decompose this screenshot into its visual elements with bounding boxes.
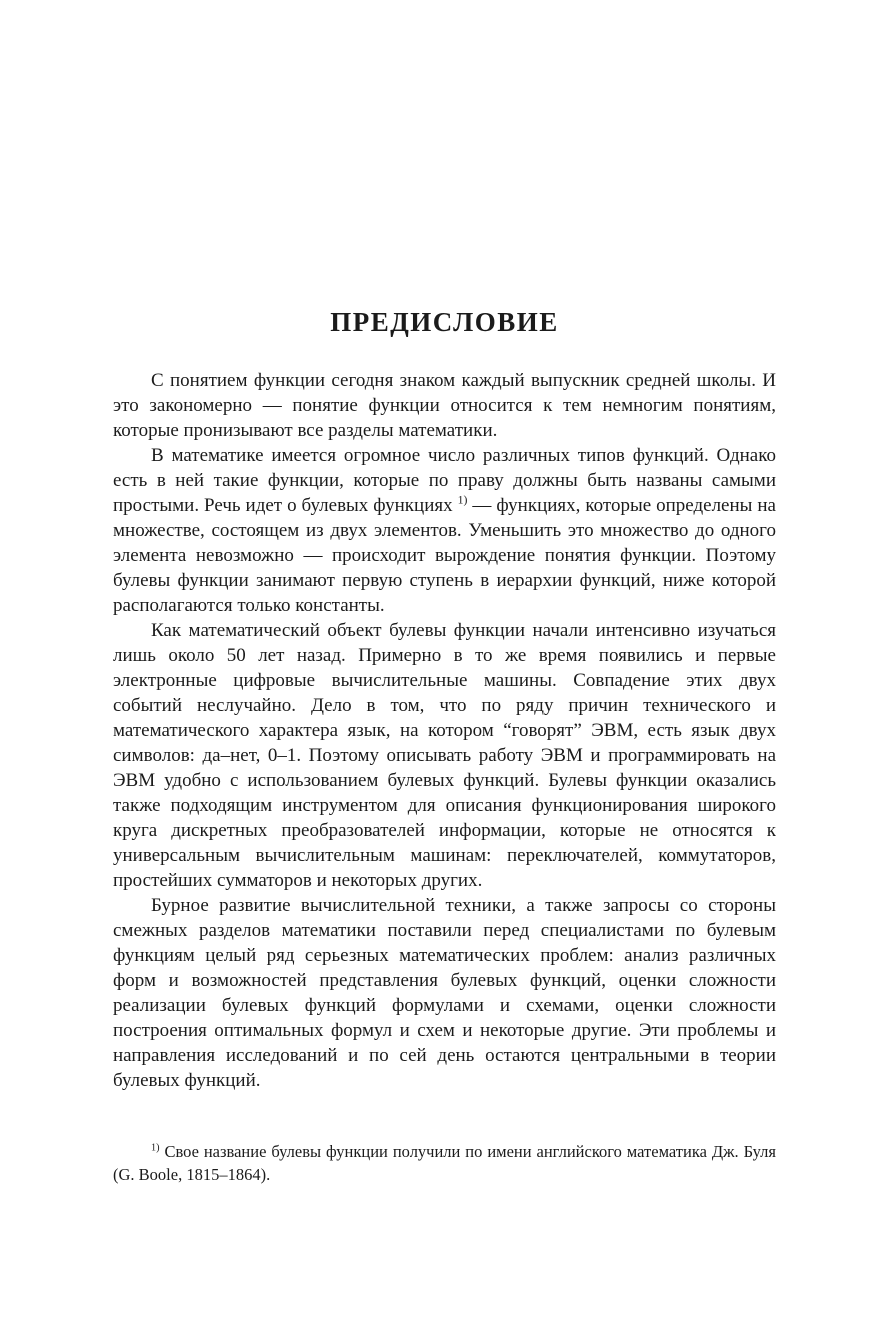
page-title: ПРЕДИСЛОВИЕ [330,307,559,337]
footnote-marker: 1) [151,1142,160,1154]
footnote-text-block [113,1140,776,1186]
paragraph-4: Бурное развитие вычислительной техники, а также запросы со стороны смежных разделов математики поставили перед специалистами по булевым функциям целый ряд серьезных математических проблем: анализ различных форм и возможностей представления булевых функций, оценки сложности реализации булевых функций формулами и схемами, оценки сложности построения оптимальных формул и схем и некоторые другие. Эти проблемы и направления исследований и по сей день остаются центральными в теории булевых функций. [113,895,776,1091]
paragraph-2-text-after-footnote-marker: — функциях, которые определены на множестве, состоящем из двух элементов. Уменьшить это множество до одного элемента невозможно — происходит вырождение понятия функции. Поэтому булевы функции занимают первую ступень в иерархии функций, ниже которой располагаются только константы. [113,495,776,616]
footnote-marker: 1) [457,493,468,507]
paragraph-2 [113,443,776,618]
paragraph-2-text-before-footnote-marker: В математике имеется огромное число различных типов функций. Однако есть в ней такие функции, которые по праву должны быть названы самыми простыми. Речь идет о булевых функциях [113,445,776,516]
footnote [113,1140,776,1186]
footnote-text: Свое название булевы функции получили по имени английского математика Дж. Буля (G. Boole, 1815–1864). [113,1142,776,1184]
paragraph-1: С понятием функции сегодня знаком каждый выпускник средней школы. И это закономерно — понятие функции относится к тем немногим понятиям, которые пронизывают все разделы математики. [113,370,776,441]
preface-content [113,306,776,1093]
paragraph-3: Как математический объект булевы функции начали интенсивно изучаться лишь около 50 лет назад. Примерно в то же время появились и первые электронные цифровые вычислительные машины. Совпадение этих двух событий неслучайно. Дело в том, что по ряду причин технического и математического характера язык, на котором “говорят” ЭВМ, есть язык двух символов: да–нет, 0–1. Поэтому описывать работу ЭВМ и программировать на ЭВМ удобно с использованием булевых функций. Булевы функции оказались также подходящим инструментом для описания функционирования широкого круга дискретных преобразователей информации, которые не относятся к универсальным вычислительным машинам: переключателей, коммутаторов, простейших сумматоров и некоторых других. [113,620,776,891]
